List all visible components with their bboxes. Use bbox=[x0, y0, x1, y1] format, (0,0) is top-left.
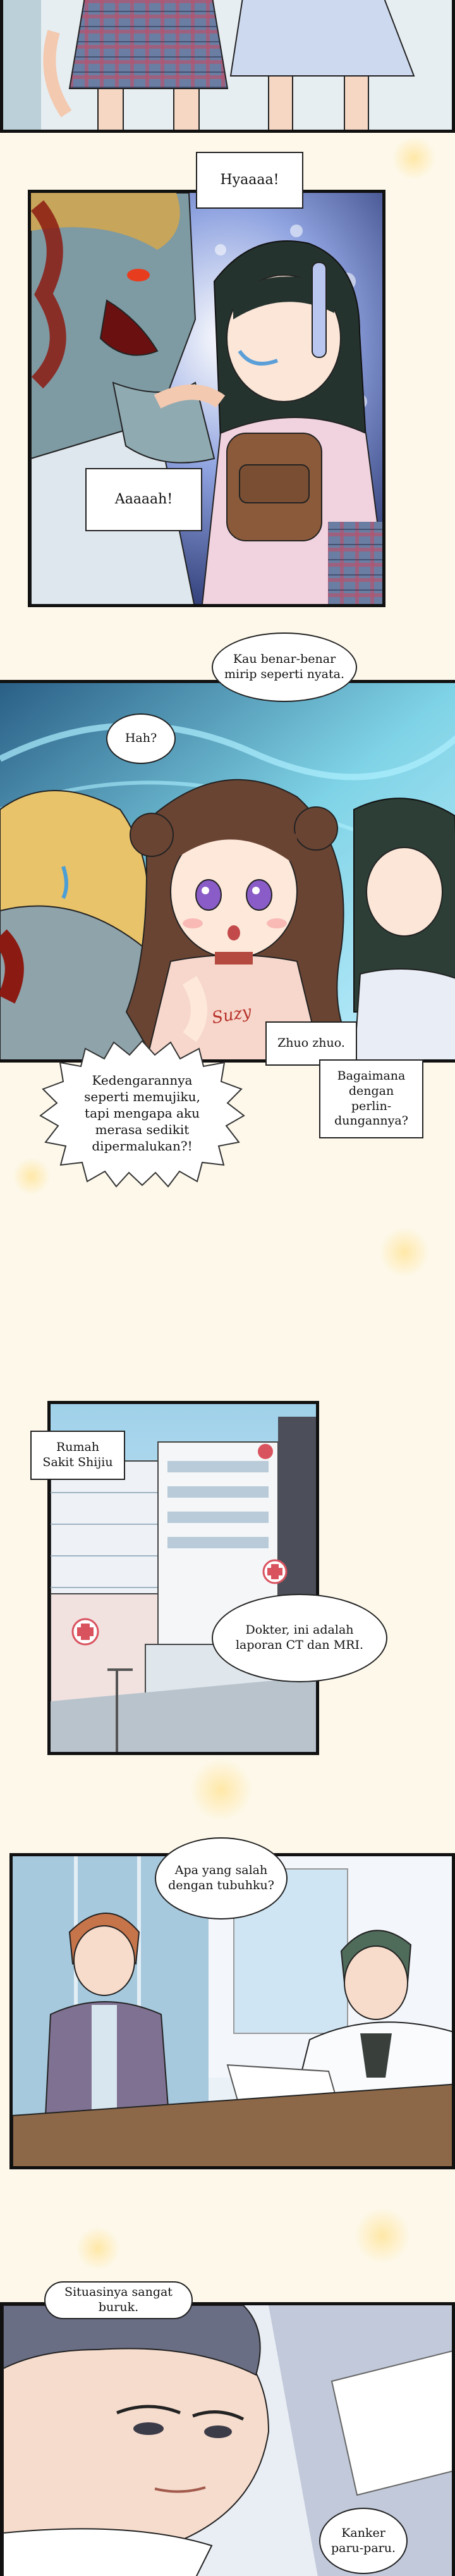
sparkle-decoration bbox=[392, 136, 436, 180]
location-caption-hospital: Rumah Sakit Shijiu bbox=[30, 1431, 125, 1480]
shirt-logo-text: Suzy bbox=[210, 1002, 253, 1028]
speech-bubble-report: Dokter, ini adalah laporan CT dan MRI. bbox=[212, 1594, 387, 1682]
speech-bubble-zhuo-zhuo: Zhuo zhuo. bbox=[265, 1021, 357, 1066]
embarrassed-text: Kedengarannya seperti memujiku, tapi mengapa aku merasa sedikit dipermalukan?! bbox=[84, 1073, 200, 1154]
panel-2-zombie-scare bbox=[28, 190, 385, 607]
speech-bubble-aaaaah: Aaaaah! bbox=[85, 468, 202, 531]
sparkle-decoration bbox=[190, 1758, 253, 1821]
speech-bubble-realistic: Kau benar-benar mirip seperti nyata. bbox=[212, 632, 357, 702]
sparkle-decoration bbox=[354, 2207, 411, 2264]
sparkle-decoration bbox=[76, 2226, 120, 2271]
panel-2-art bbox=[31, 193, 385, 607]
thought-burst-embarrassed bbox=[38, 1037, 246, 1189]
sparkle-decoration bbox=[379, 1227, 430, 1278]
panel-1-skirts bbox=[0, 0, 455, 133]
speech-bubble-hah: Hah? bbox=[106, 713, 176, 764]
speech-bubble-disguise: Bagaimana dengan perlin-dungannya? bbox=[319, 1059, 423, 1138]
speech-bubble-situation: Situasinya sangat buruk. bbox=[44, 2281, 193, 2319]
speech-bubble-hyaaaa: Hyaaaa! bbox=[196, 152, 303, 209]
panel-1-art bbox=[3, 0, 455, 133]
speech-bubble-lung-cancer: Kanker paru-paru. bbox=[319, 2508, 408, 2574]
panel-3-little-girl bbox=[0, 680, 455, 1063]
speech-bubble-question: Apa yang salah dengan tubuhku? bbox=[155, 1837, 288, 1920]
